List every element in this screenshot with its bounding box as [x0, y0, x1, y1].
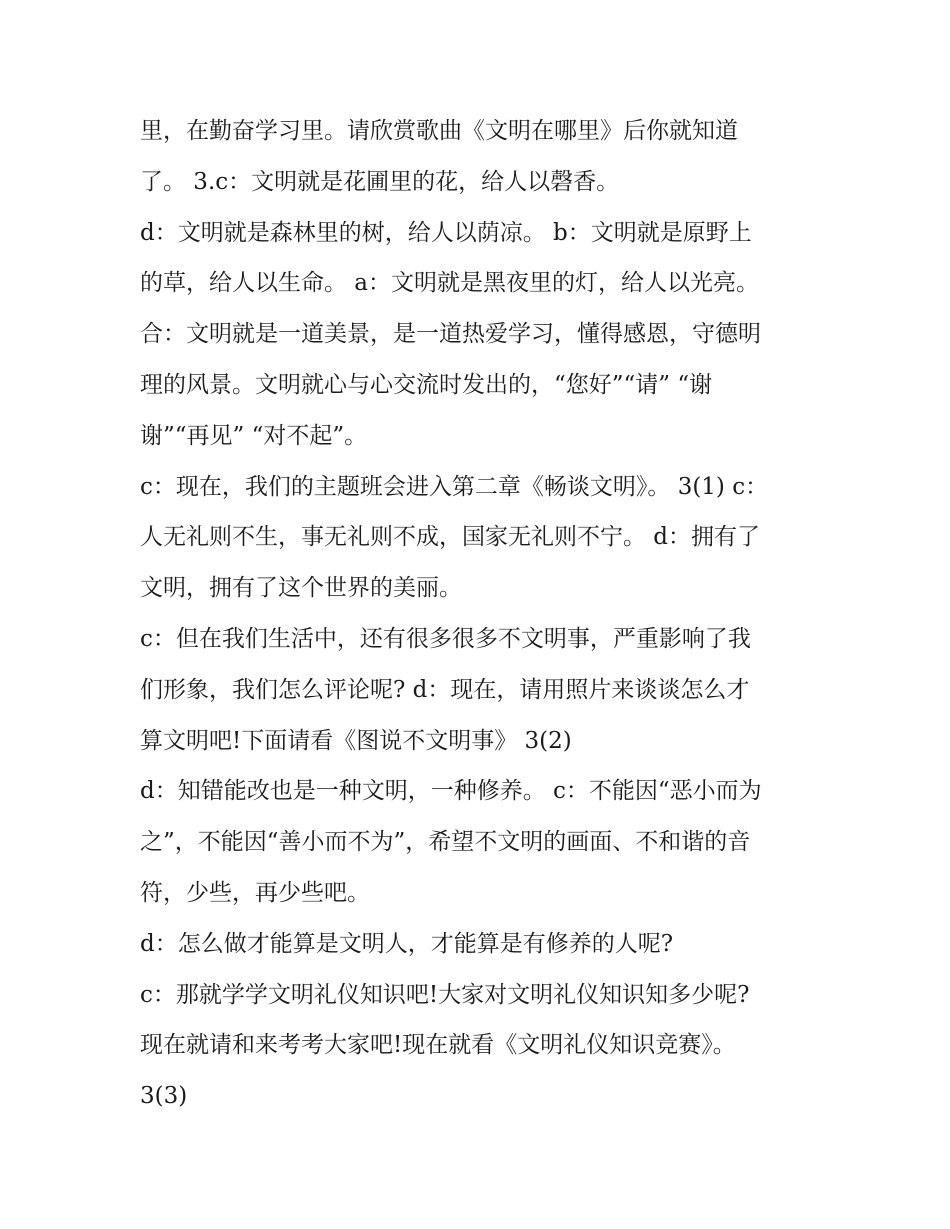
text-line: 现在就请和来考考大家吧!现在就看《文明礼仪知识竞赛》。: [140, 1032, 736, 1059]
text-line: 合：文明就是一道美景，是一道热爱学习，懂得感恩，守德明: [140, 321, 761, 348]
text-line: 理的风景。文明就心与心交流时发出的，“您好”“请” “谢: [140, 371, 713, 398]
text-line: 们形象，我们怎么评论呢? d：现在，请用照片来谈谈怎么才: [140, 676, 750, 703]
text-line: d：怎么做才能算是文明人，才能算是有修养的人呢?: [140, 930, 674, 957]
text-line: 之”，不能因“善小而不为”，希望不文明的画面、不和谐的音: [140, 829, 751, 856]
text-line: 文明，拥有了这个世界的美丽。: [140, 575, 462, 602]
text-line: c：现在，我们的主题班会进入第二章《畅谈文明》。 3(1) c：: [140, 473, 769, 500]
text-line: 符，少些，再少些吧。: [140, 879, 370, 906]
text-line: 人无礼则不生，事无礼则不成，国家无礼则不宁。 d：拥有了: [140, 524, 761, 551]
document-body: [140, 106, 820, 1122]
text-line: 里，在勤奋学习里。请欣赏歌曲《文明在哪里》后你就知道: [140, 118, 738, 144]
text-line: 谢”“再见” “对不起”。: [140, 422, 368, 449]
text-line: 了。 3.c：文明就是花圃里的花，给人以磬香。: [140, 168, 620, 195]
text-line: c：那就学学文明礼仪知识吧!大家对文明礼仪知识知多少呢?: [140, 981, 750, 1008]
text-line: 3(3): [140, 1083, 188, 1110]
text-line: c：但在我们生活中，还有很多很多不文明事，严重影响了我: [140, 625, 751, 652]
text-line: d：知错能改也是一种文明，一种修养。 c：不能因“恶小而为: [140, 778, 762, 805]
text-line: 的草，给人以生命。 a：文明就是黑夜里的灯，给人以光亮。: [140, 270, 760, 297]
text-line: 算文明吧!下面请看《图说不文明事》 3(2): [140, 727, 572, 754]
text-line: d：文明就是森林里的树，给人以荫凉。 b：文明就是原野上: [140, 219, 752, 246]
